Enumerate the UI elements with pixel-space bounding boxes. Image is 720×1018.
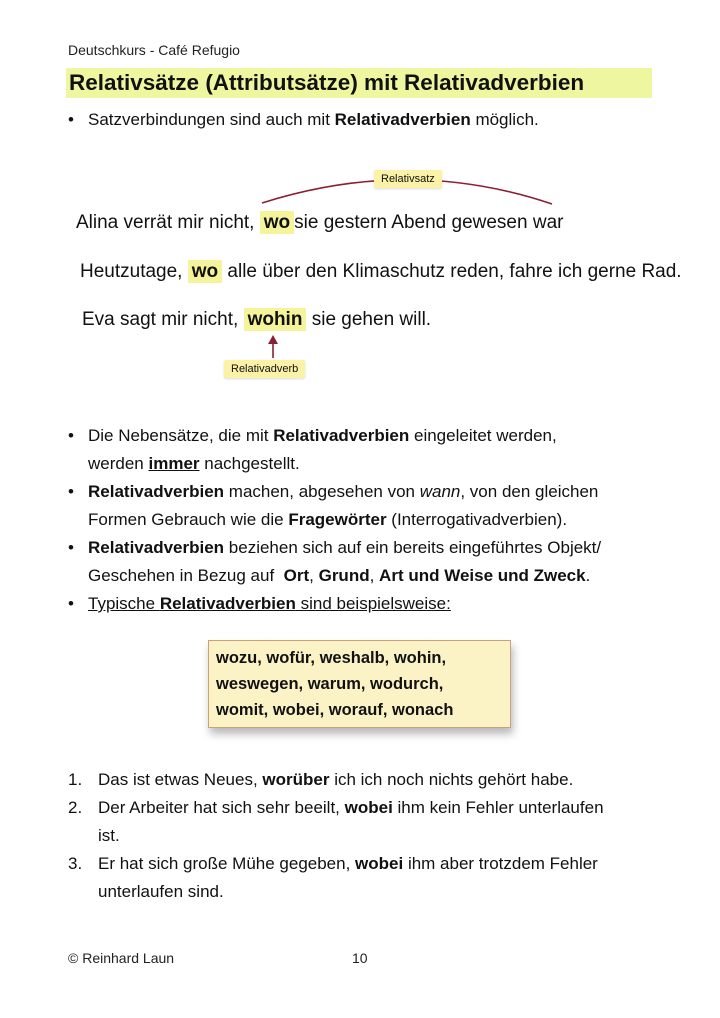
adverb-list-line: wozu, wofür, weshalb, wohin, xyxy=(216,649,447,667)
example-sentence-1: Alina verrät mir nicht, wo sie gestern Abend gewesen war xyxy=(76,212,564,233)
page-number: 10 xyxy=(352,950,368,966)
intro-text: Satzverbindungen sind auch mit Relativadverbien möglich. xyxy=(88,110,539,129)
relativadverb-label: Relativadverb xyxy=(224,360,305,378)
bullet-dot: • xyxy=(68,594,74,613)
relativadverb-arrow-head xyxy=(268,335,278,344)
adverb-list-line: weswegen, warum, wodurch, xyxy=(216,675,444,693)
example-sentence-3: Eva sagt mir nicht, wohin sie gehen will. xyxy=(82,309,432,330)
adverb-list-line: womit, wobei, worauf, wonach xyxy=(216,701,454,719)
bullet-dot: • xyxy=(68,538,74,557)
relativsatz-label: Relativsatz xyxy=(374,170,442,188)
relative-adverb-list-box xyxy=(208,640,511,728)
bullet-dot: • xyxy=(68,110,74,129)
footer-copyright: © Reinhard Laun xyxy=(68,950,175,966)
bullet-dot: • xyxy=(68,482,74,501)
relative-adverb-highlight: wohin xyxy=(244,308,307,331)
example-sentence-2: Heutzutage, wo alle über den Klimaschutz reden, fahre ich gerne Rad. xyxy=(80,261,682,282)
page-title: Relativsätze (Attributsätze) mit Relativadverbien xyxy=(66,68,652,98)
relative-adverb-highlight: wo xyxy=(260,211,294,234)
page-header: Deutschkurs - Café Refugio xyxy=(68,42,240,58)
bullet-dot: • xyxy=(68,426,74,445)
relative-adverb-highlight: wo xyxy=(188,260,222,283)
